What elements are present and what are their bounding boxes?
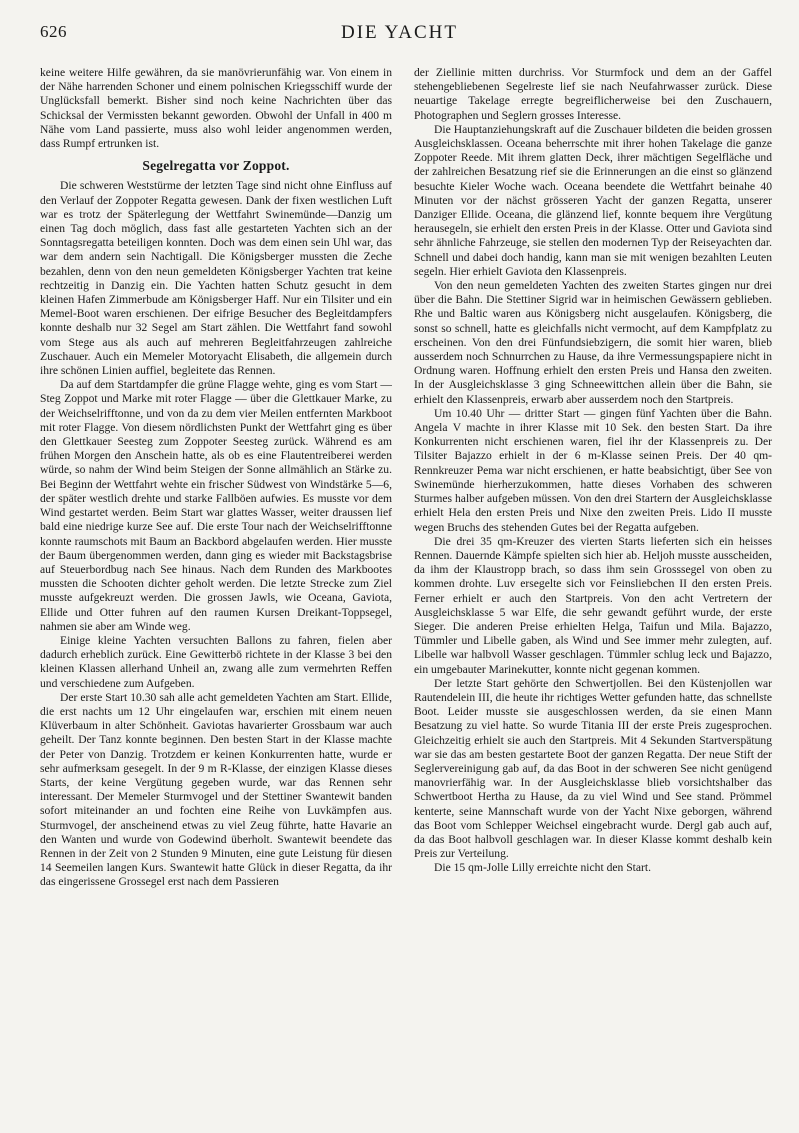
- paragraph: Die 15 qm-Jolle Lilly erreichte nicht den Start.: [434, 861, 651, 875]
- paragraph: der Ziellinie mitten durchriss. Vor Sturmfock und dem an der Gaffel stehengebliebenen Segelreste lief sie nach Neufahrwasser zurück. Diese neuartige Takelage erregte begreiflicherweise bei den Zuschauern, Photographen und Seglern grosses Interesse.: [414, 66, 772, 122]
- paragraph: Von den neun gemeldeten Yachten des zweiten Startes gingen nur drei über die Bahn. Die Stettiner Sigrid war in heimischen Gewässern geblieben. Rhe und Baltic waren aus Königsberg nicht ausgelaufen. Königsberg, die sonst so schnell, hatte es gleichfalls nicht vermocht, auf dem Kampfplatz zu erscheinen. Von den drei Fünfundsiebzigern, die somit hier waren, blieb ausserdem noch Schnurrchen zu Hause, da ihre Vermessungspapiere nicht in Ordnung waren. Hoffnung erhielt den ersten Preis und Hansa den zweiten. In der Ausgleichsklasse 3 ging Schneewittchen allein über die Bahn, sie erhielt den Klassenpreis, erwarb aber ausserdem noch den Startpreis.: [414, 279, 772, 406]
- paragraph: keine weitere Hilfe gewähren, da sie manövrierunfähig war. Von einem in der Nähe harrenden Schoner und einem polnischen Kriegsschiff wurde der Unglücksfall bemerkt. Bisher sind noch keine Nachrichten über das Schicksal der Vermissten bekannt geworden. Obwohl der Unfall in 400 m Nähe vom Land passierte, muss also wohl leider angenommen werden, dass Rumpf ertrunken ist.: [40, 66, 392, 151]
- paragraph: Die schweren Weststürme der letzten Tage sind nicht ohne Einfluss auf den Verlauf der Zoppoter Regatta gewesen. Dank der fixen westlichen Luft war es trotz der Späterlegung der Wettfahrt Swinemünde—Danzig um einen Tag doch möglich, dass fast alle gestarteten Yachten sich an der Sonntagsregatta beteiligen konnten. Doch was dem einen sein Uhl war, das war dem andern sein Nachtigall. Die Königsberger mussten die Zeche bezahlen, denn von den neun gemeldeten Königsberger Yachten trat keine rechtzeitig in Danzig ein. Die Yachten hatten Schutz gesucht in dem kleinen Hafen Zimmerbude am Königsberger Haff. Nur ein Tilsiter und ein Memel-Boot waren erschienen. Der eifrige Besucher des Begleitdampfers konnte deshalb nur 32 Segel am Start zählen. Die Wettfahrt fand sowohl vom Stege aus als auch auf mehreren Begleitfahrzeugen zahlreiche Zuschauer. Auch ein Memeler Motoryacht Elisabeth, die allgemein durch ihre schönen Linien auffiel, begleitete das Rennen.: [40, 179, 392, 378]
- left-column: [40, 66, 392, 1116]
- page-number: 626: [40, 22, 67, 41]
- right-column: [414, 66, 772, 1116]
- journal-title: DIE YACHT: [340, 22, 459, 43]
- paragraph: Der letzte Start gehörte den Schwertjollen. Bei den Küstenjollen war Rautendelein III, die heute ihr richtiges Wetter gefunden hatte, das schnellste Boot. Leider musste sie ausgeschlossen werden, da sie einen Mann Besatzung zu viel hatte. So wurde Titania III der erste Preis zugesprochen. Gleichzeitig erhielt sie auch den Startpreis. Mit 4 Sekunden Startverspätung war sie das am besten gestartete Boot der ganzen Regatta. Der neue Stift der Seglervereinigung gab auf, da das Boot in der schweren See nicht genügend manovrierfähig war. In der Ausgleichsklasse blieb vorsichtshalber das Schwertboot Hertha zu Hause, da zu viel Wind und See stand. Prömmel kenterte, seine Mannschaft wurde von der Yacht Nixe geborgen, während das Boot vom Schlepper Weichsel eingebracht wurde. Dergl gab auch auf, da das Boot halbvoll geschlagen war. In dieser Klasse kommt deshalb kein Preis zur Verteilung.: [414, 676, 772, 861]
- paragraph: Die Hauptanziehungskraft auf die Zuschauer bildeten die beiden grossen Ausgleichsklassen. Oceana beherrschte mit ihrer hohen Takelage die ganze Zoppoter Reede. Mit ihrem glatten Deck, ihrer mächtigen Segelfläche und der zahlreichen Besatzung rief sie die Erinnerungen an die einst so glänzend besuchte Kieler Woche wach. Oceana beendete die Wettfahrt beinahe 40 Minuten vor der nächst grösseren Yacht der ganzen Regatta, unserer Danziger Ellide. Oceana, die glänzend lief, konnte bequem ihre Vergütung herausegeln, sie erhielt den ersten Preis in der Klasse. Otter und Gaviota sind sehr ähnliche Fahrzeuge, sie stellen den modernen Typ der Reiseyachten dar. Schnell und dabei doch handig, kann man sie mit wenigen bezahlten Leuten segeln. Hier erhielt Gaviota den Klassenpreis.: [414, 122, 772, 278]
- paragraph: Die drei 35 qm-Kreuzer des vierten Starts lieferten sich ein heisses Rennen. Dauernde Kämpfe spielten sich hier ab. Heljoh musste ausscheiden, da ihm der Klaustropp brach, so dass ihm sein Grosssegel von oben zu kommen drohte. Luv ersegelte sich vor Feinsliebchen II den ersten Preis. Ferner erhielt er auch den Startpreis. Von den acht Vertretern der Ausgleichsklasse 5 war Elfe, die sehr gewandt geführt wurde, der erste Sieger. Die anderen Preise erhielten Helga, Taifun und Mila. Bajazzo, Tümmler und Libelle gaben, als Wind und See immer mehr zulegten, auf. Libelle war halbvoll Wasser geschlagen. Tümmler schlug leck und Bajazzo, ein umgebauter Marinekutter, konnte nicht gegenan kommen.: [414, 534, 772, 676]
- paragraph: Um 10.40 Uhr — dritter Start — gingen fünf Yachten über die Bahn. Angela V machte in ihrer Klasse mit 10 Sek. den besten Start. Da ihre Konkurrenten nicht erschienen waren, fiel ihr der Klassenpreis zu. Der Tilsiter Bajazzo erhielt in der 6 m-Klasse seinen Preis. Der 40 qm-Rennkreuzer Pema war nicht erschienen, er hatte beabsichtigt, über See von Swinemünde hierherzukommen, hatte dieses Vorhaben des schweren Sturmes halber aufgeben müssen. Von den drei Startern der Ausgleichsklasse erhielt Hela den ersten Preis und Nixe den zweiten Preis. Lido II musste wegen Bruchs des stehenden Gutes bei der Regatta aufgeben.: [414, 406, 772, 534]
- paragraph: Da auf dem Startdampfer die grüne Flagge wehte, ging es vom Start — Steg Zoppot und Marke mit roter Flagge — über die Glettkauer Marke, zu der Weichselrifftonne, und von da zu dem vier Meilen entfernten Markboot mit roter Flagge. Von diesem nördlichsten Punkt der Wettfahrt ging es über den Glettkauer Seesteg zum Zoppoter Seesteg zurück. Während es am frühen Morgen den Anschein hatte, als ob es eine Flautentreiberei werden würde, so nahm der Wind beim Steigen der Sonne allmählich an Stärke zu. Bei Beginn der Wettfahrt wehte ein frischer Südwest von Windstärke 5—6, der später westlich drehte und starke Fallböen aufwies. Es musste vor dem Wind gestartet werden. Beim Start war glattes Wasser, weiter draussen lief bald eine niedrige kurze See auf. Die erste Tour nach der Weichselrifftonne konnte raumschots mit Baum an Backbord abgelaufen werden. Hier musste der Baum übergenommen werden, dann ging es wieder mit Backstagsbrise auf Steuerbordbug nach See hinaus. Nach dem Runden des Markbootes mussten die Schooten dichter geholt werden. Die letzte Strecke zum Ziel musste aufgekreuzt werden. Die grossen Jawls, wie Oceana, Gaviota, Ellide und Otter fuhren auf den raumen Kursen Dreikant-Toppsegel, nahmen sie aber am Winde weg.: [40, 378, 392, 633]
- paragraph: Der erste Start 10.30 sah alle acht gemeldeten Yachten am Start. Ellide, die erst nachts um 12 Uhr eingelaufen war, erschien mit einem neuen Klüverbaum in alter Schönheit. Gaviotas havarierter Grossbaum war auch geheilt. Der Tanz konnte beginnen. Den besten Start in der Klasse machte der Peter von Danzig. Trotzdem er keinen Konkurrenten hatte, wurde er sehr aufmerksam gesegelt. In der 9 m R-Klasse, der einzigen Klasse dieses Starts, der keine Vergütung gegeben wurde, war das Rennen sehr interessant. Der Memeler Sturmvogel und der Stettiner Swantewit banden sofort miteinander an und fochten eine Reihe von Luvkämpfen aus. Sturmvogel, der anscheinend etwas zu viel Zeug führte, hatte Havarie an den Wanten und wurde von Godewind überholt. Swantewit beendete das Rennen in der Zeit von 2 Stunden 9 Minuten, eine gute Leistung für diesen 14 Seemeilen langen Kurs. Swantewit hatte Glück in dieser Regatta, da ihr das eingerissene Grossegel erst nach dem Passieren: [40, 690, 392, 889]
- section-heading: Segelregatta vor Zoppot.: [142, 158, 290, 174]
- page-header: [0, 0, 799, 60]
- paragraph: Einige kleine Yachten versuchten Ballons zu fahren, fielen aber dadurch erheblich zurück. Eine Gewitterbö richtete in der Klasse 3 bei den kleinen Klassen allerhand Unheil an, zwang alle zum vermehrten Reffen und verschiedene zum Aufgeben.: [40, 633, 392, 690]
